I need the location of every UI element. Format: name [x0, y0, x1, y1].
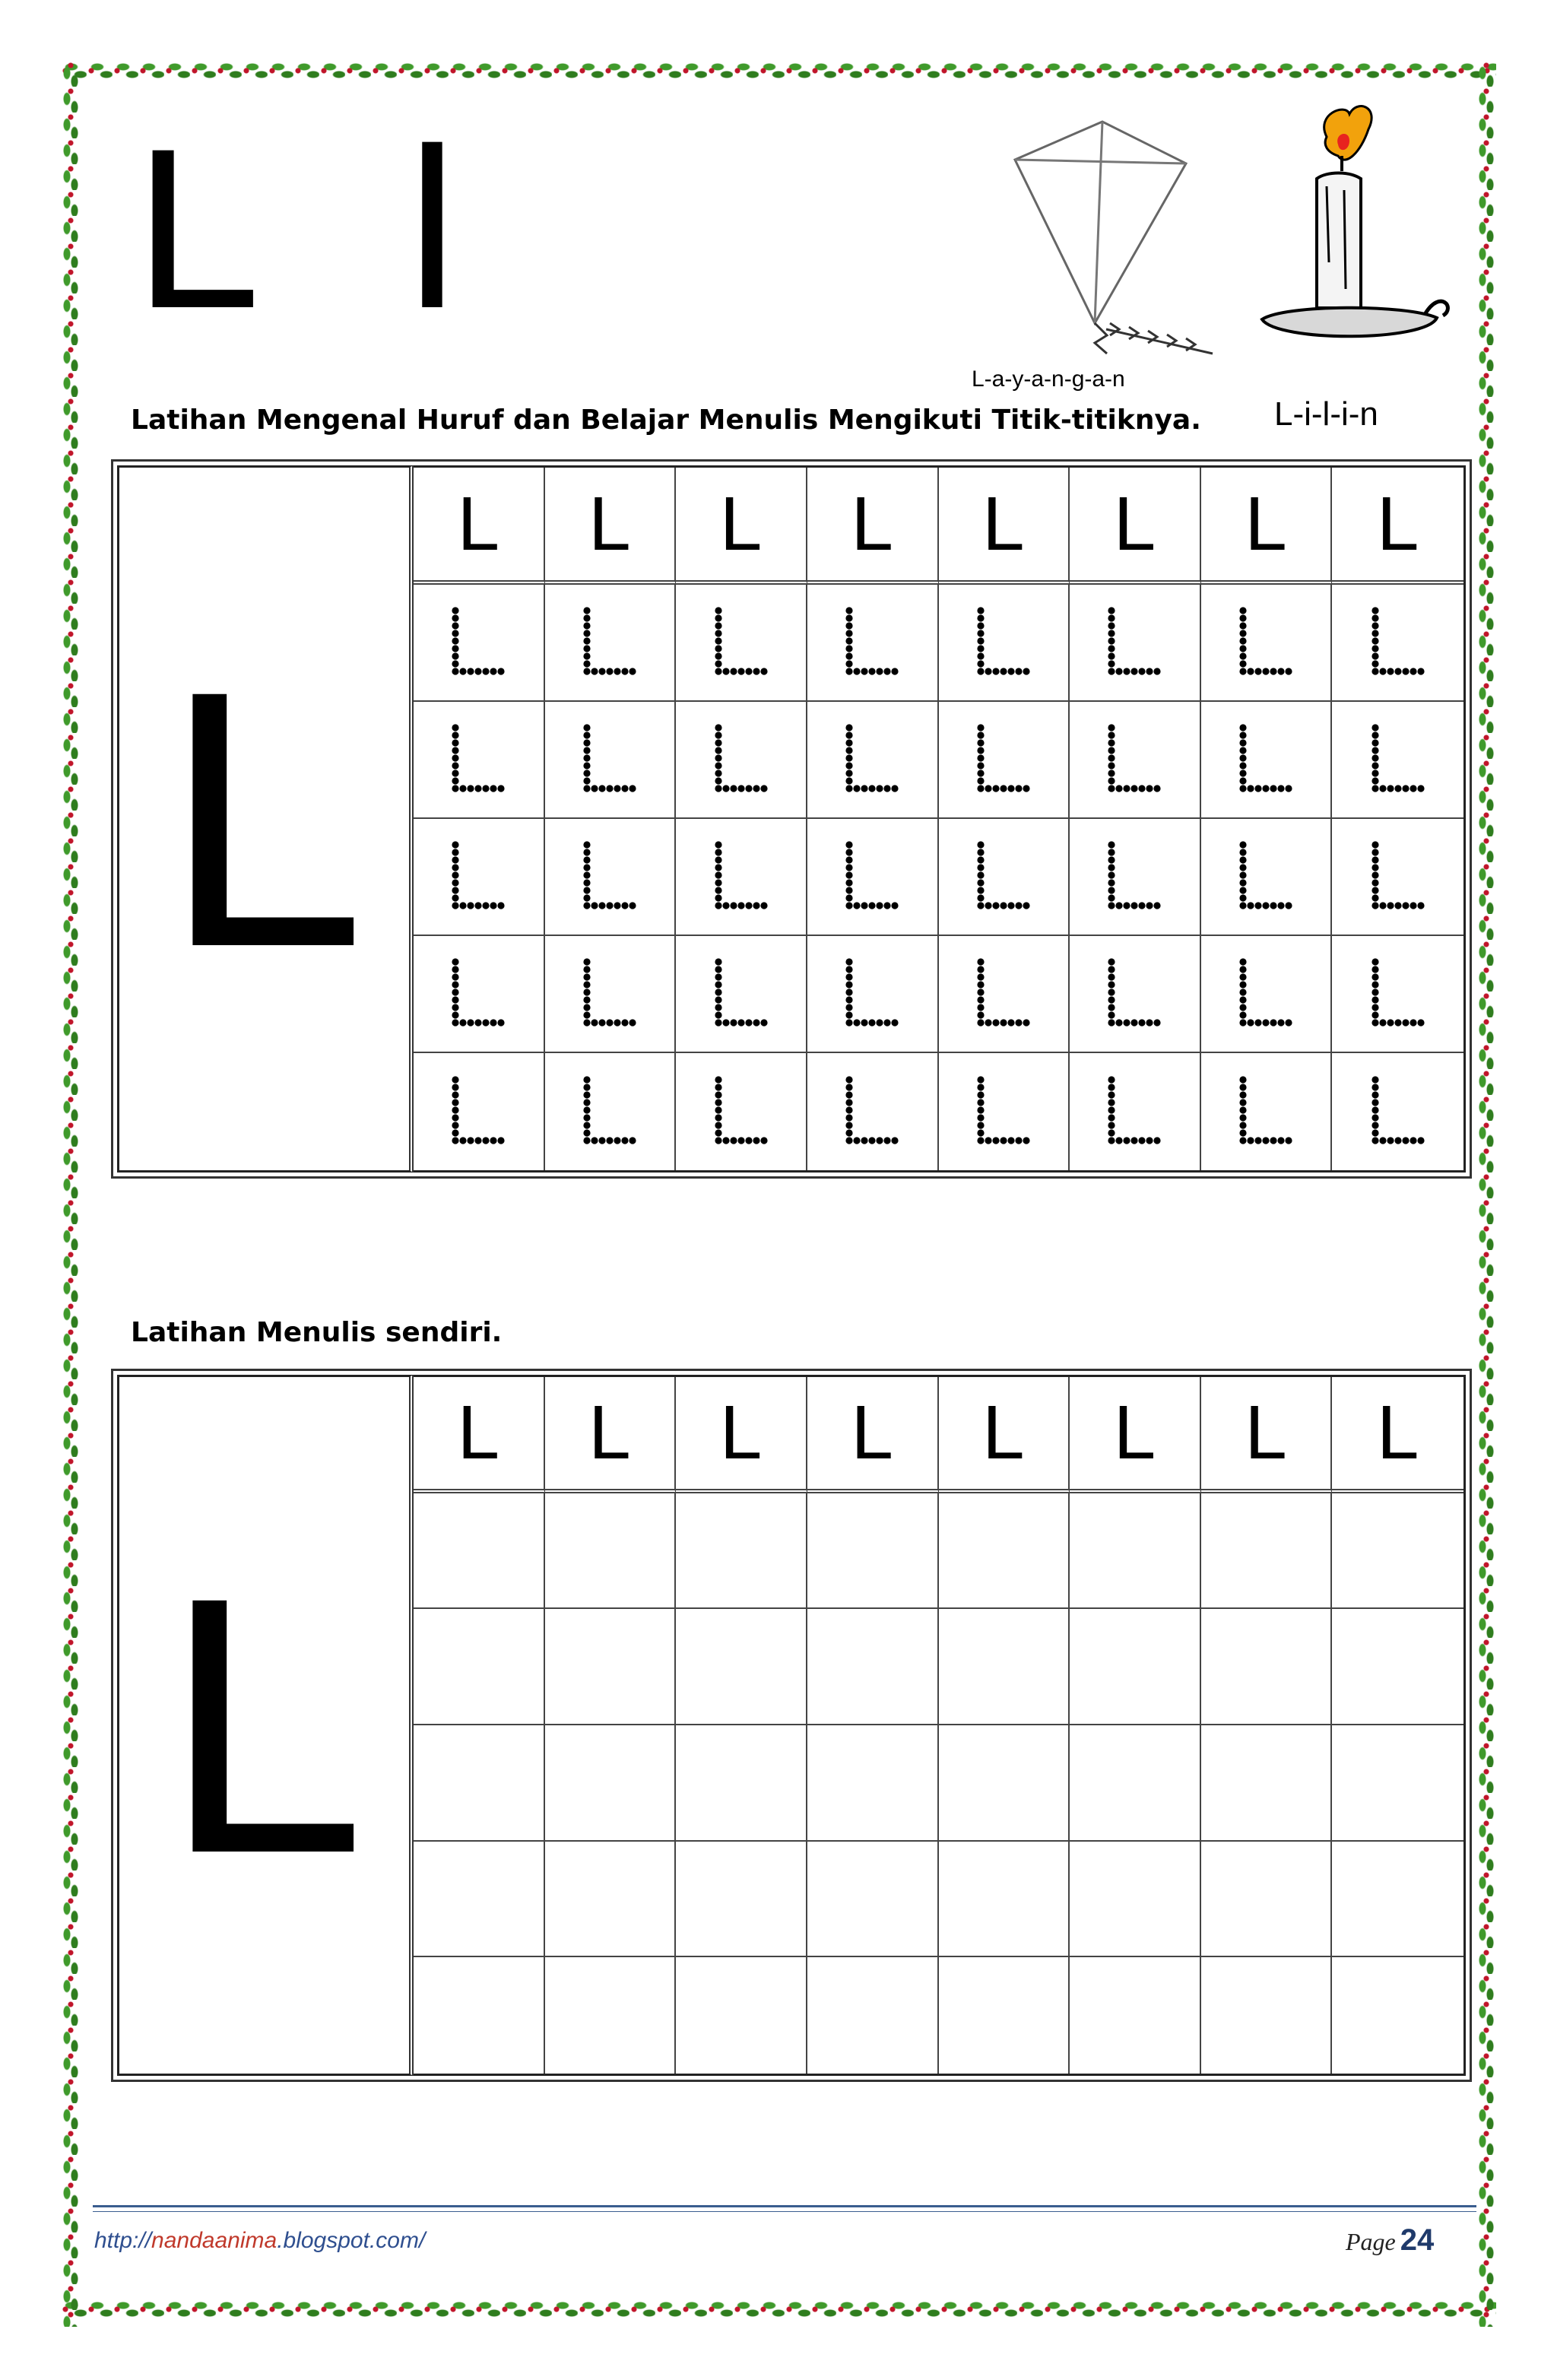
dotted-letter-cell	[676, 1053, 807, 1170]
dotted-l-icon	[711, 839, 772, 915]
blank-writing-cell[interactable]	[676, 1725, 807, 1842]
blank-writing-cell[interactable]	[1201, 1957, 1333, 2074]
blank-writing-cell[interactable]	[807, 1957, 939, 2074]
blank-writing-cell[interactable]	[1201, 1609, 1333, 1725]
dotted-l-icon	[448, 605, 509, 681]
dotted-l-icon	[842, 839, 902, 915]
dotted-letter-cell	[939, 936, 1070, 1053]
blank-writing-cell[interactable]	[414, 1493, 545, 1610]
dotted-l-icon	[579, 722, 640, 798]
tracing-grid	[414, 465, 1466, 1173]
big-letter: L	[163, 614, 366, 1023]
dotted-letter-cell	[414, 585, 545, 702]
dotted-letter-cell	[676, 702, 807, 819]
dotted-letter-cell	[807, 936, 939, 1053]
header-letter-cell	[1070, 1377, 1201, 1493]
blank-writing-cell[interactable]	[414, 1609, 545, 1725]
dotted-letter-cell	[545, 585, 677, 702]
header-letter: L	[719, 481, 763, 566]
footer-divider	[93, 2205, 1476, 2207]
self-writing-worksheet	[111, 1369, 1472, 2082]
dotted-l-icon	[1235, 605, 1296, 681]
header-letter: L	[982, 1390, 1025, 1476]
dotted-l-icon	[973, 722, 1034, 798]
big-letter-cell	[117, 1375, 414, 2076]
blank-writing-cell[interactable]	[1070, 1609, 1201, 1725]
dotted-l-icon	[448, 722, 509, 798]
blank-writing-cell[interactable]	[414, 1957, 545, 2074]
dotted-letter-cell	[1201, 585, 1333, 702]
holly-border-right	[1475, 61, 1498, 2327]
header-letter-cell	[1332, 1377, 1463, 1493]
blank-writing-cell[interactable]	[1332, 1842, 1463, 1958]
big-letter-cell	[117, 465, 414, 1173]
kite-label: L-a-y-a-n-g-a-n	[972, 367, 1125, 392]
dotted-l-icon	[1235, 839, 1296, 915]
dotted-l-icon	[1368, 722, 1429, 798]
blank-writing-cell[interactable]	[676, 1493, 807, 1610]
header-letter: L	[1245, 1390, 1287, 1476]
candle-icon	[1254, 99, 1452, 388]
dotted-letter-cell	[1070, 819, 1201, 936]
dotted-letter-cell	[545, 819, 677, 936]
dotted-letter-cell	[545, 1053, 677, 1170]
header-letter-cell	[1201, 1377, 1333, 1493]
dotted-letter-cell	[1332, 1053, 1463, 1170]
dotted-letter-cell	[1070, 702, 1201, 819]
dotted-l-icon	[1368, 956, 1429, 1032]
dotted-l-icon	[1104, 722, 1165, 798]
tracing-instruction: Latihan Mengenal Huruf dan Belajar Menulis Mengikuti Titik-titiknya.	[131, 405, 1201, 436]
dotted-l-icon	[842, 722, 902, 798]
dotted-letter-cell	[1070, 936, 1201, 1053]
blank-writing-cell[interactable]	[676, 1609, 807, 1725]
dotted-letter-cell	[1070, 585, 1201, 702]
dotted-letter-cell	[1332, 702, 1463, 819]
dotted-l-icon	[579, 605, 640, 681]
dotted-letter-cell	[545, 936, 677, 1053]
blank-writing-cell[interactable]	[1332, 1725, 1463, 1842]
blank-writing-cell[interactable]	[939, 1493, 1070, 1610]
footer-url-suffix: .blogspot.com/	[277, 2228, 426, 2253]
dotted-l-icon	[711, 605, 772, 681]
blank-writing-cell[interactable]	[807, 1842, 939, 1958]
dotted-l-icon	[973, 839, 1034, 915]
self-writing-grid	[414, 1375, 1466, 2076]
dotted-l-icon	[448, 839, 509, 915]
header-letter-cell	[939, 1377, 1070, 1493]
header-letter-cell	[414, 468, 545, 585]
dotted-l-icon	[448, 1074, 509, 1150]
blank-writing-cell[interactable]	[414, 1725, 545, 1842]
blank-writing-cell[interactable]	[939, 1957, 1070, 2074]
header-letter: L	[1245, 481, 1287, 566]
kite-icon	[1011, 114, 1232, 373]
dotted-letter-cell	[1332, 585, 1463, 702]
footer-divider-thin	[93, 2211, 1476, 2212]
dotted-letter-cell	[807, 819, 939, 936]
blank-writing-cell[interactable]	[1201, 1725, 1333, 1842]
footer-url-prefix: http://	[94, 2228, 152, 2253]
header-letter-cell	[676, 1377, 807, 1493]
header-letter: L	[1113, 1390, 1156, 1476]
header-letter: L	[588, 481, 631, 566]
dotted-l-icon	[1235, 1074, 1296, 1150]
dotted-l-icon	[1368, 839, 1429, 915]
header-letter-cell	[414, 1377, 545, 1493]
dotted-l-icon	[1104, 956, 1165, 1032]
dotted-letter-cell	[1201, 1053, 1333, 1170]
blank-writing-cell[interactable]	[1201, 1493, 1333, 1610]
dotted-letter-cell	[676, 936, 807, 1053]
dotted-letter-cell	[1201, 702, 1333, 819]
dotted-letter-cell	[939, 1053, 1070, 1170]
dotted-l-icon	[579, 839, 640, 915]
dotted-letter-cell	[676, 585, 807, 702]
dotted-letter-cell	[545, 702, 677, 819]
blank-writing-cell[interactable]	[1332, 1609, 1463, 1725]
blank-writing-cell[interactable]	[545, 1493, 677, 1610]
dotted-letter-cell	[1332, 936, 1463, 1053]
dotted-l-icon	[448, 956, 509, 1032]
blank-writing-cell[interactable]	[1332, 1957, 1463, 2074]
header-letter: L	[719, 1390, 763, 1476]
self-writing-instruction: Latihan Menulis sendiri.	[131, 1317, 503, 1348]
blank-writing-cell[interactable]	[1070, 1842, 1201, 1958]
blank-writing-cell[interactable]	[807, 1725, 939, 1842]
header-letter-cell	[807, 468, 939, 585]
dotted-l-icon	[842, 605, 902, 681]
blank-writing-cell[interactable]	[545, 1842, 677, 1958]
dotted-l-icon	[842, 1074, 902, 1150]
dotted-l-icon	[1104, 605, 1165, 681]
blank-writing-cell[interactable]	[545, 1725, 677, 1842]
blank-writing-cell[interactable]	[545, 1609, 677, 1725]
dotted-l-icon	[973, 956, 1034, 1032]
blank-writing-cell[interactable]	[545, 1957, 677, 2074]
holly-border-bottom	[61, 2298, 1496, 2321]
dotted-letter-cell	[414, 1053, 545, 1170]
dotted-l-icon	[1235, 956, 1296, 1032]
header-letter-cell	[939, 468, 1070, 585]
dotted-letter-cell	[1070, 1053, 1201, 1170]
dotted-letter-cell	[939, 585, 1070, 702]
header-letter: L	[851, 481, 893, 566]
blank-writing-cell[interactable]	[676, 1957, 807, 2074]
blank-writing-cell[interactable]	[807, 1493, 939, 1610]
blank-writing-cell[interactable]	[1201, 1842, 1333, 1958]
header-letter-cell	[807, 1377, 939, 1493]
dotted-letter-cell	[807, 702, 939, 819]
dotted-l-icon	[1368, 605, 1429, 681]
header-letter: L	[588, 1390, 631, 1476]
dotted-l-icon	[711, 1074, 772, 1150]
blank-writing-cell[interactable]	[1332, 1493, 1463, 1610]
dotted-l-icon	[973, 1074, 1034, 1150]
holly-border-left	[59, 61, 82, 2327]
page-number	[1346, 2223, 1434, 2258]
blank-writing-cell[interactable]	[939, 1725, 1070, 1842]
header-letter: L	[982, 481, 1025, 566]
blank-writing-cell[interactable]	[1070, 1957, 1201, 2074]
dotted-letter-cell	[807, 1053, 939, 1170]
dotted-l-icon	[1368, 1074, 1429, 1150]
dotted-l-icon	[1235, 722, 1296, 798]
big-letter: L	[163, 1521, 366, 1929]
dotted-letter-cell	[414, 819, 545, 936]
header-letter-cell	[1070, 468, 1201, 585]
dotted-l-icon	[842, 956, 902, 1032]
header-letter-cell	[545, 468, 677, 585]
blank-writing-cell[interactable]	[1070, 1725, 1201, 1842]
blank-writing-cell[interactable]	[676, 1842, 807, 1958]
header-letter: L	[1113, 481, 1156, 566]
dotted-l-icon	[1104, 1074, 1165, 1150]
dotted-letter-cell	[1201, 936, 1333, 1053]
header-letter: L	[1376, 1390, 1419, 1476]
header-letter: L	[851, 1390, 893, 1476]
dotted-l-icon	[711, 956, 772, 1032]
tracing-worksheet	[111, 459, 1472, 1179]
dotted-letter-cell	[1201, 819, 1333, 936]
header-letter-cell	[1201, 468, 1333, 585]
blank-writing-cell[interactable]	[414, 1842, 545, 1958]
dotted-letter-cell	[939, 702, 1070, 819]
dotted-letter-cell	[414, 702, 545, 819]
footer-url-highlight: nandaanima	[151, 2228, 277, 2253]
blank-writing-cell[interactable]	[939, 1842, 1070, 1958]
dotted-letter-cell	[414, 936, 545, 1053]
blank-writing-cell[interactable]	[807, 1609, 939, 1725]
page-number-value: 24	[1400, 2223, 1435, 2257]
header-letter: L	[457, 1390, 500, 1476]
dotted-l-icon	[579, 956, 640, 1032]
dotted-letter-cell	[807, 585, 939, 702]
page-label: Page	[1346, 2228, 1396, 2255]
dotted-letter-cell	[676, 819, 807, 936]
header-letter-cell	[545, 1377, 677, 1493]
dotted-l-icon	[973, 605, 1034, 681]
dotted-l-icon	[1104, 839, 1165, 915]
blank-writing-cell[interactable]	[939, 1609, 1070, 1725]
blank-writing-cell[interactable]	[1070, 1493, 1201, 1610]
dotted-l-icon	[711, 722, 772, 798]
header-letter-cell	[676, 468, 807, 585]
candle-label: L-i-l-i-n	[1274, 395, 1378, 433]
holly-border-top	[61, 59, 1496, 82]
dotted-letter-cell	[939, 819, 1070, 936]
page-title-letters: L l	[134, 100, 503, 356]
header-letter-cell	[1332, 468, 1463, 585]
header-letter: L	[1376, 481, 1419, 566]
header-letter: L	[457, 481, 500, 566]
dotted-l-icon	[579, 1074, 640, 1150]
dotted-letter-cell	[1332, 819, 1463, 936]
footer-url[interactable]	[94, 2228, 425, 2254]
